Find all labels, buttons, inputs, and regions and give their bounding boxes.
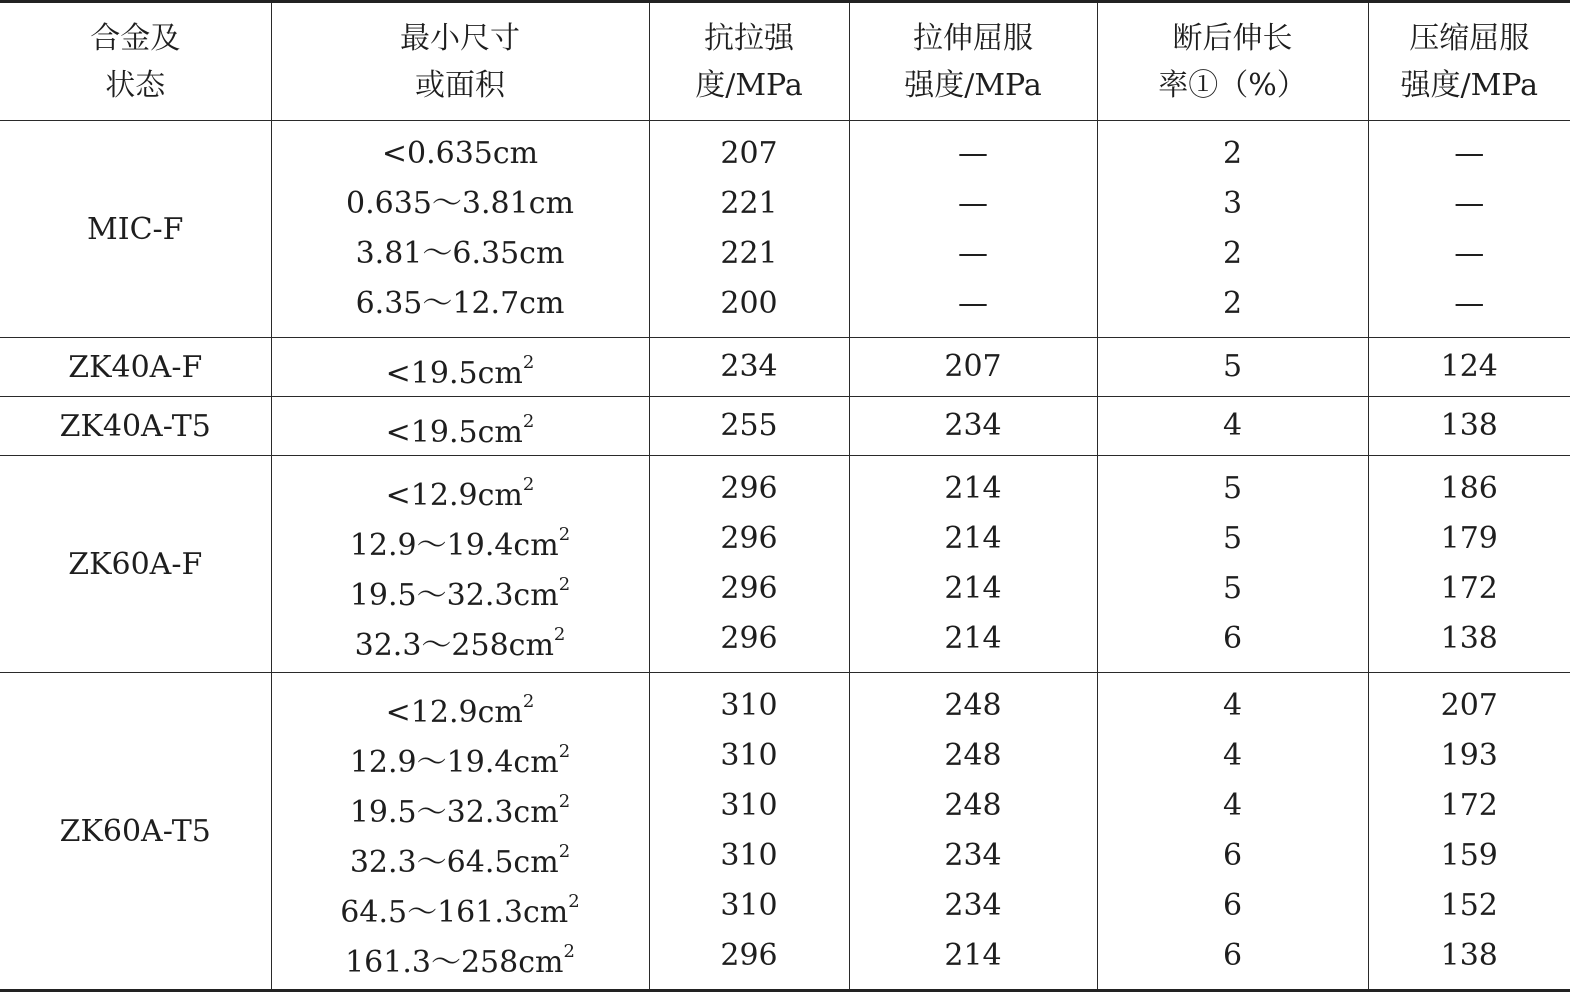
cell-value: 200 (650, 279, 849, 329)
cell-value: 214 (850, 931, 1097, 981)
tensile-strength-cell (649, 456, 849, 673)
cell-value: 6 (1098, 931, 1368, 981)
tensile-yield-cell (849, 673, 1097, 991)
elongation-cell (1097, 121, 1368, 338)
cell-value: — (1369, 179, 1570, 229)
alloy-cell: MIC-F (0, 121, 271, 338)
cell-value: — (850, 279, 1097, 329)
cell-value: 138 (1369, 931, 1570, 981)
cell-value: $32.3\sim 258cm^2$ (272, 614, 649, 664)
header-line: 合金及 (0, 15, 271, 62)
table-row (0, 121, 1570, 338)
cell-value: 248 (850, 681, 1097, 731)
compressive-yield-cell (1368, 456, 1570, 673)
size-cell (271, 456, 649, 673)
cell-lines (1369, 673, 1570, 989)
cell-value: 5 (1098, 464, 1368, 514)
header-line: 强度/MPa (850, 62, 1097, 109)
cell-value: $<12.9cm^2$ (272, 681, 649, 731)
table-row (0, 338, 1570, 397)
header-min-size (271, 2, 649, 121)
cell-lines (650, 401, 849, 451)
compressive-yield-cell (1368, 121, 1570, 338)
superscript-2: 2 (523, 474, 534, 495)
size-cell (271, 673, 649, 991)
cell-lines (1098, 401, 1368, 451)
cell-value: 207 (850, 342, 1097, 392)
cell-lines (650, 121, 849, 337)
cell-value: 310 (650, 681, 849, 731)
tensile-strength-cell (649, 397, 849, 456)
alloy-group (0, 338, 1570, 397)
elongation-cell (1097, 673, 1368, 991)
alloy-group (0, 397, 1570, 456)
cell-value: 296 (650, 931, 849, 981)
cell-value: 5 (1098, 514, 1368, 564)
cell-value: 214 (850, 514, 1097, 564)
table-row (0, 397, 1570, 456)
cell-value: 296 (650, 564, 849, 614)
cell-value: 234 (650, 342, 849, 392)
cell-value: $<19.5cm^2$ (272, 401, 649, 451)
cell-value: 172 (1369, 781, 1570, 831)
cell-value: 310 (650, 781, 849, 831)
elongation-cell (1097, 338, 1368, 397)
cell-value: 2 (1098, 129, 1368, 179)
header-line: 压缩屈服 (1369, 15, 1570, 62)
cell-value: — (850, 179, 1097, 229)
cell-value: — (850, 129, 1097, 179)
cell-value: 4 (1098, 401, 1368, 451)
cell-lines (272, 342, 649, 392)
cell-value: 234 (850, 831, 1097, 881)
cell-value: 172 (1369, 564, 1570, 614)
cell-lines (272, 456, 649, 672)
cell-lines (850, 673, 1097, 989)
cell-value: 248 (850, 731, 1097, 781)
cell-value: — (850, 229, 1097, 279)
cell-value: 138 (1369, 401, 1570, 451)
header-line: 率①（%） (1098, 62, 1368, 109)
alloy-cell: ZK60A-T5 (0, 673, 271, 991)
cell-value: $12.9\sim 19.4cm^2$ (272, 514, 649, 564)
superscript-2: 2 (559, 791, 570, 812)
compressive-yield-cell (1368, 673, 1570, 991)
cell-lines (1098, 121, 1368, 337)
header-line: 强度/MPa (1369, 62, 1570, 109)
cell-lines (850, 456, 1097, 672)
cell-lines (650, 456, 849, 672)
cell-value: $64.5\sim 161.3cm^2$ (272, 881, 649, 931)
cell-lines (1369, 342, 1570, 392)
size-cell (271, 397, 649, 456)
cell-value: 3.81～6.35cm (272, 229, 649, 279)
alloy-group (0, 456, 1570, 673)
cell-lines (650, 342, 849, 392)
alloy-group (0, 121, 1570, 338)
alloy-cell: ZK60A-F (0, 456, 271, 673)
header-line: 抗拉强 (650, 15, 849, 62)
cell-value: 221 (650, 229, 849, 279)
cell-value: 5 (1098, 564, 1368, 614)
cell-value: 214 (850, 614, 1097, 664)
cell-value: 255 (650, 401, 849, 451)
cell-value: $19.5\sim 32.3cm^2$ (272, 564, 649, 614)
cell-value: 296 (650, 464, 849, 514)
cell-lines (1369, 121, 1570, 337)
superscript-2: 2 (523, 411, 534, 432)
cell-lines (272, 121, 649, 337)
header-row (0, 2, 1570, 121)
cell-value: 6 (1098, 831, 1368, 881)
size-cell (271, 121, 649, 338)
header-line: 或面积 (272, 62, 649, 109)
tensile-yield-cell (849, 397, 1097, 456)
cell-value: 310 (650, 831, 849, 881)
cell-value: $12.9\sim 19.4cm^2$ (272, 731, 649, 781)
size-cell (271, 338, 649, 397)
cell-lines (1098, 673, 1368, 989)
cell-value: 214 (850, 464, 1097, 514)
cell-value: — (1369, 229, 1570, 279)
cell-lines (1098, 342, 1368, 392)
superscript-2: 2 (568, 891, 579, 912)
table-row (0, 456, 1570, 673)
cell-value: 2 (1098, 229, 1368, 279)
cell-value: 138 (1369, 614, 1570, 664)
cell-value: $32.3\sim 64.5cm^2$ (272, 831, 649, 881)
cell-value: <0.635cm (272, 129, 649, 179)
cell-value: 310 (650, 881, 849, 931)
cell-value: 6.35～12.7cm (272, 279, 649, 329)
cell-lines (1369, 456, 1570, 672)
cell-value: 4 (1098, 781, 1368, 831)
alloy-cell: ZK40A-F (0, 338, 271, 397)
tensile-yield-cell (849, 456, 1097, 673)
cell-value: 5 (1098, 342, 1368, 392)
tensile-strength-cell (649, 338, 849, 397)
superscript-2: 2 (559, 524, 570, 545)
cell-value: 296 (650, 614, 849, 664)
table-row (0, 673, 1570, 991)
cell-value: 186 (1369, 464, 1570, 514)
cell-value: 207 (650, 129, 849, 179)
cell-value: — (1369, 279, 1570, 329)
superscript-2: 2 (563, 941, 574, 962)
superscript-2: 2 (523, 691, 534, 712)
compressive-yield-cell (1368, 338, 1570, 397)
cell-value: 248 (850, 781, 1097, 831)
superscript-2: 2 (523, 352, 534, 373)
cell-value: 214 (850, 564, 1097, 614)
cell-value: $19.5\sim 32.3cm^2$ (272, 781, 649, 831)
cell-value: 0.635～3.81cm (272, 179, 649, 229)
cell-value: 159 (1369, 831, 1570, 881)
alloy-group (0, 673, 1570, 991)
cell-value: 221 (650, 179, 849, 229)
header-line: 断后伸长 (1098, 15, 1368, 62)
cell-lines (1098, 456, 1368, 672)
cell-value: 124 (1369, 342, 1570, 392)
tensile-yield-cell (849, 338, 1097, 397)
cell-lines (850, 342, 1097, 392)
cell-value: 234 (850, 401, 1097, 451)
tensile-strength-cell (649, 673, 849, 991)
cell-value: 310 (650, 731, 849, 781)
cell-lines (650, 673, 849, 989)
cell-value: 3 (1098, 179, 1368, 229)
header-line: 最小尺寸 (272, 15, 649, 62)
tensile-strength-cell (649, 121, 849, 338)
superscript-2: 2 (554, 624, 565, 645)
cell-value: $161.3\sim 258cm^2$ (272, 931, 649, 981)
cell-lines (272, 673, 649, 989)
header-line: 状态 (0, 62, 271, 109)
cell-value: — (1369, 129, 1570, 179)
cell-value: 207 (1369, 681, 1570, 731)
elongation-cell (1097, 456, 1368, 673)
tensile-yield-cell (849, 121, 1097, 338)
alloy-cell: ZK40A-T5 (0, 397, 271, 456)
header-alloy-temper (0, 2, 271, 121)
cell-lines (272, 401, 649, 451)
cell-value: 193 (1369, 731, 1570, 781)
cell-value: 2 (1098, 279, 1368, 329)
cell-value: 4 (1098, 731, 1368, 781)
header-line: 度/MPa (650, 62, 849, 109)
cell-value: 6 (1098, 881, 1368, 931)
cell-value: 234 (850, 881, 1097, 931)
cell-value: $<19.5cm^2$ (272, 342, 649, 392)
header-compressive-yield (1368, 2, 1570, 121)
superscript-2: 2 (559, 574, 570, 595)
cell-lines (850, 401, 1097, 451)
cell-lines (850, 121, 1097, 337)
cell-lines (1369, 401, 1570, 451)
compressive-yield-cell (1368, 397, 1570, 456)
cell-value: 152 (1369, 881, 1570, 931)
superscript-2: 2 (559, 741, 570, 762)
cell-value: 179 (1369, 514, 1570, 564)
cell-value: $<12.9cm^2$ (272, 464, 649, 514)
cell-value: 6 (1098, 614, 1368, 664)
cell-value: 296 (650, 514, 849, 564)
elongation-cell (1097, 397, 1368, 456)
table-header (0, 2, 1570, 121)
header-elongation (1097, 2, 1368, 121)
header-tensile-yield (849, 2, 1097, 121)
superscript-2: 2 (559, 841, 570, 862)
header-line: 拉伸屈服 (850, 15, 1097, 62)
header-tensile-strength (649, 2, 849, 121)
cell-value: 4 (1098, 681, 1368, 731)
